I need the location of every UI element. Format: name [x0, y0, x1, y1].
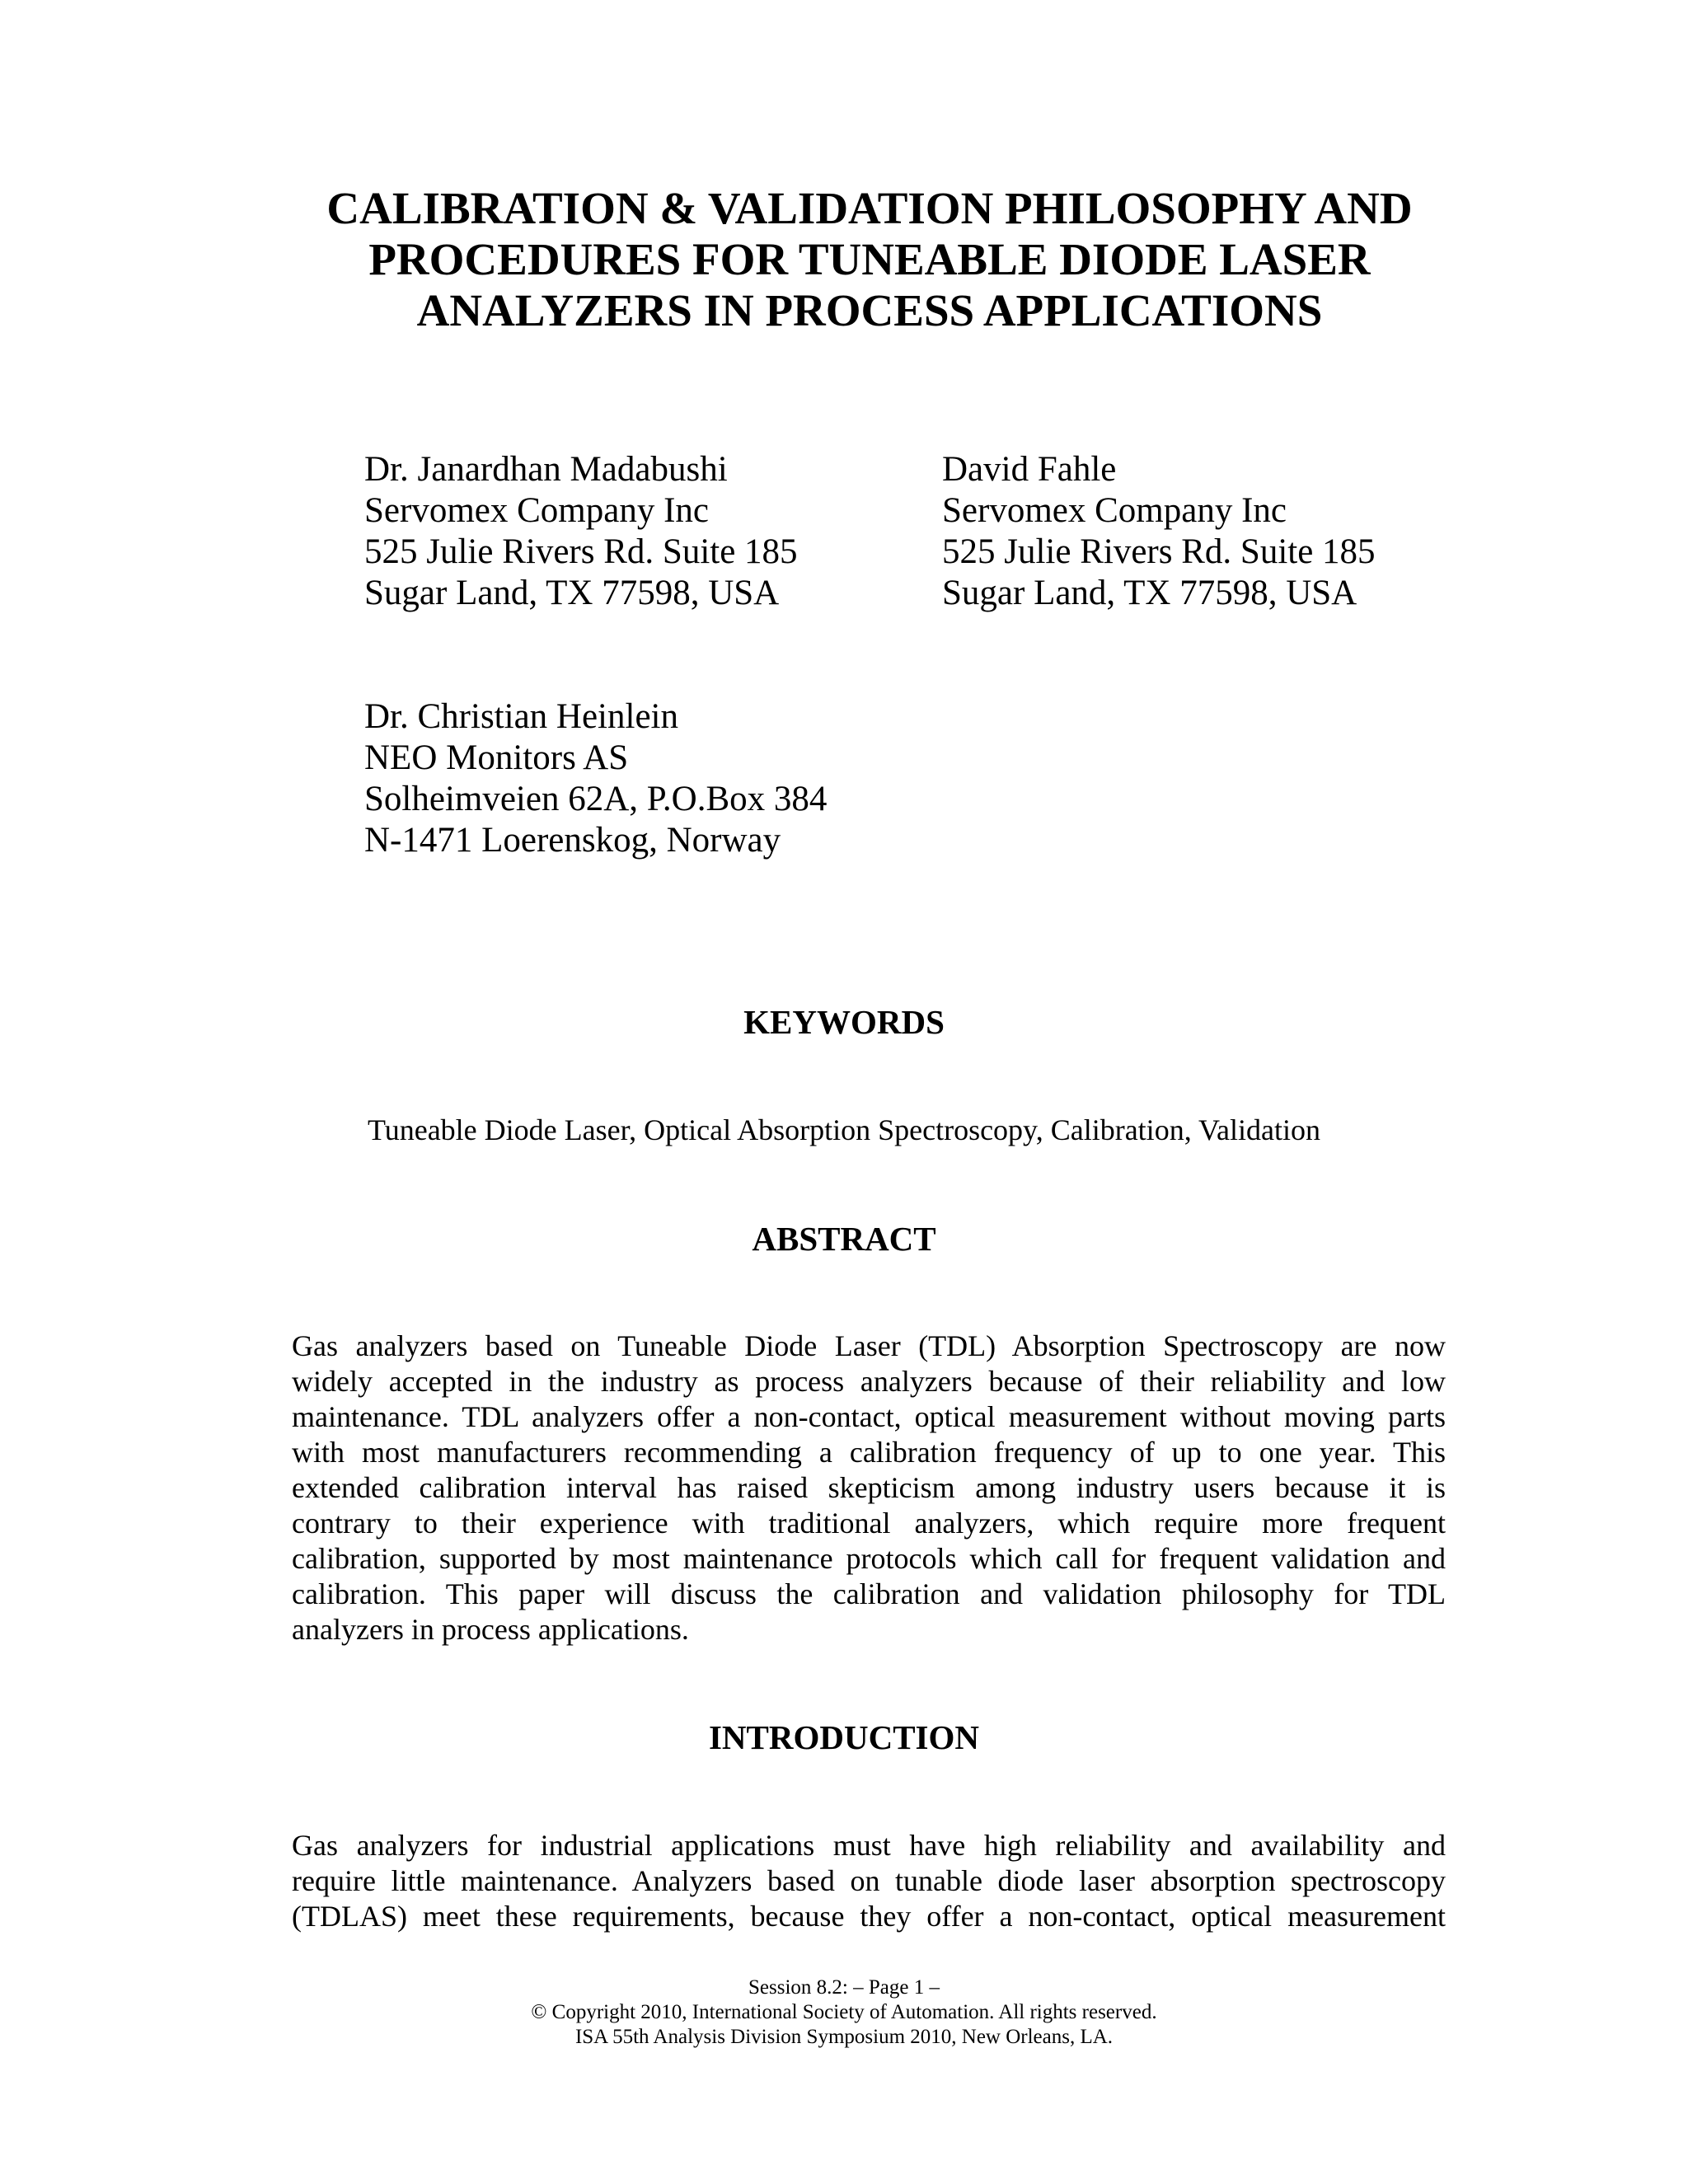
author-name: Dr. Janardhan Madabushi	[364, 450, 728, 489]
author-address-line: Sugar Land, TX 77598, USA	[364, 574, 780, 612]
title-line: CALIBRATION & VALIDATION PHILOSOPHY AND	[326, 183, 1413, 233]
author-name: David Fahle	[942, 450, 1117, 489]
abstract-line: contrary to their experience with traditional analyzers, which require more frequent	[292, 1507, 1446, 1540]
author-block-fahle	[942, 449, 1376, 614]
author-organization: Servomex Company Inc	[942, 491, 1287, 530]
footer-copyright: © Copyright 2010, International Society of Automation. All rights reserved.	[531, 2001, 1157, 2023]
keywords-heading: KEYWORDS	[743, 1003, 945, 1041]
footer-session-page: Session 8.2: – Page 1 –	[748, 1976, 940, 1999]
author-organization: Servomex Company Inc	[364, 491, 709, 530]
abstract-line: extended calibration interval has raised skepticism among industry users because it is	[292, 1471, 1446, 1504]
author-address-line: Sugar Land, TX 77598, USA	[942, 574, 1357, 612]
author-address-line: 525 Julie Rivers Rd. Suite 185	[364, 532, 798, 571]
introduction-heading: INTRODUCTION	[708, 1718, 980, 1756]
title-line: PROCEDURES FOR TUNEABLE DIODE LASER	[368, 234, 1371, 284]
introduction-line: (TDLAS) meet these requirements, because they offer a non-contact, optical measurement	[292, 1900, 1446, 1933]
author-block-heinlein	[364, 696, 827, 861]
abstract-line: analyzers in process applications.	[292, 1613, 689, 1646]
keywords-text: Tuneable Diode Laser, Optical Absorption Spectroscopy, Calibration, Validation	[367, 1113, 1321, 1146]
author-address-line: 525 Julie Rivers Rd. Suite 185	[942, 532, 1376, 571]
author-block-madabushi	[364, 449, 798, 614]
author-name: Dr. Christian Heinlein	[364, 697, 678, 736]
abstract-line: maintenance. TDL analyzers offer a non-contact, optical measurement without moving parts	[292, 1400, 1446, 1433]
footer-symposium: ISA 55th Analysis Division Symposium 2010, New Orleans, LA.	[574, 2026, 1114, 2048]
abstract-line: with most manufacturers recommending a calibration frequency of up to one year. This	[292, 1436, 1446, 1469]
page-footer	[0, 1975, 1688, 2050]
introduction-paragraph	[292, 1828, 1446, 1934]
author-address-line: Solheimveien 62A, P.O.Box 384	[364, 780, 828, 818]
abstract-paragraph	[292, 1329, 1446, 1647]
author-organization: NEO Monitors AS	[364, 738, 629, 777]
abstract-line: calibration. This paper will discuss the calibration and validation philosophy for TDL	[292, 1577, 1446, 1610]
paper-title	[165, 183, 1574, 336]
introduction-line: require little maintenance. Analyzers based on tunable diode laser absorption spectroscopy	[292, 1864, 1446, 1897]
abstract-line: widely accepted in the industry as process analyzers because of their reliability and low	[292, 1365, 1446, 1398]
introduction-line: Gas analyzers for industrial applications must have high reliability and availability and	[292, 1829, 1446, 1862]
abstract-line: Gas analyzers based on Tuneable Diode Laser (TDL) Absorption Spectroscopy are now	[292, 1329, 1446, 1362]
title-line: ANALYZERS IN PROCESS APPLICATIONS	[416, 285, 1323, 335]
abstract-heading: ABSTRACT	[752, 1220, 936, 1258]
author-address-line: N-1471 Loerenskog, Norway	[364, 821, 781, 860]
abstract-line: calibration, supported by most maintenance protocols which call for frequent validation and	[292, 1542, 1446, 1575]
